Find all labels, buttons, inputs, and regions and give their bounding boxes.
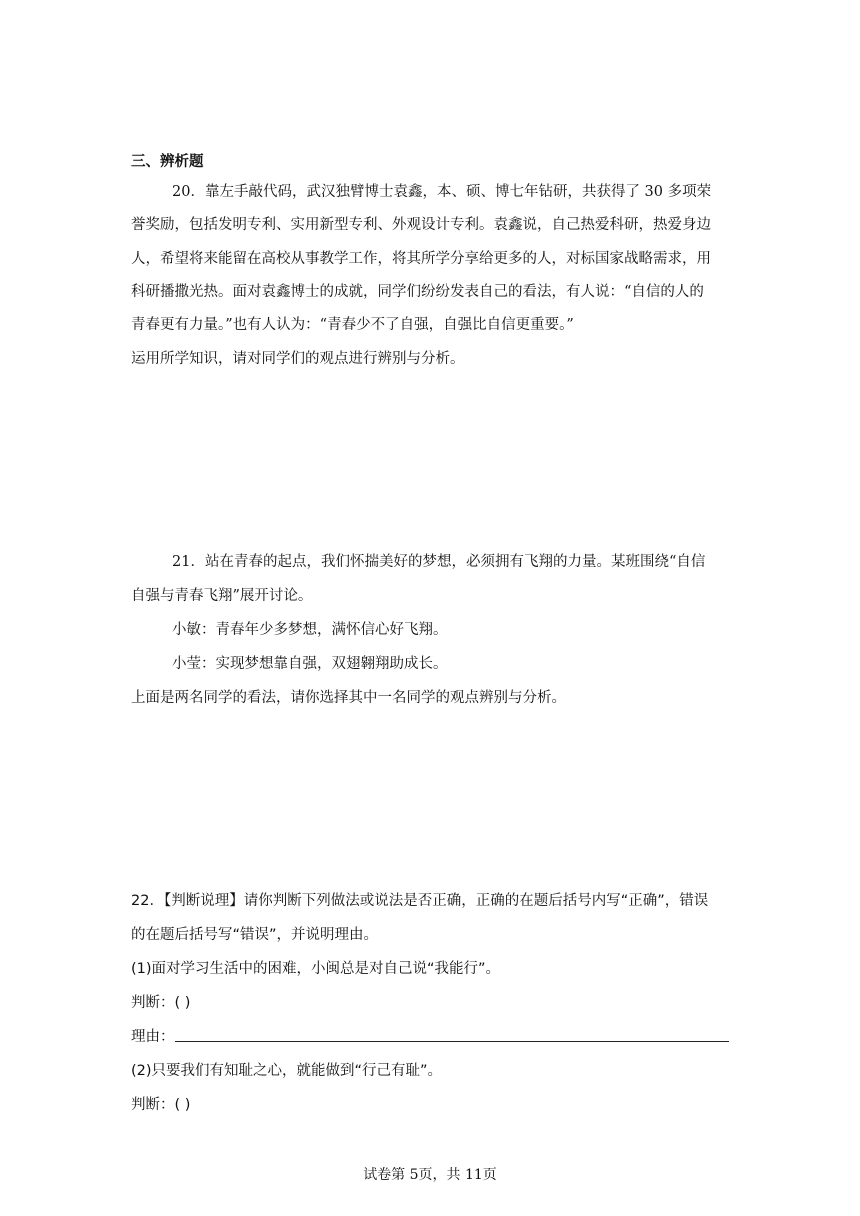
q22-item-2: (2)只要我们有知耻之心，就能做到“行己有耻”。 (131, 1063, 443, 1079)
reason-answer-line (175, 1041, 729, 1042)
q22-item-1: (1)面对学习生活中的困难，小闽总是对自己说“我能行”。 (131, 961, 501, 977)
q20-line-1: 20．靠左手敲代码，武汉独臂博士袁鑫，本、硕、博七年钻研，共获得了 30 多项荣 (172, 184, 712, 200)
q22-judge-1: 判断：( ) (131, 995, 191, 1011)
q20-line-4: 科研播撒光热。面对袁鑫博士的成就，同学们纷纷发表自己的看法，有人说：“自信的人的 (131, 284, 704, 300)
q20-line-5: 青春更有力量。”也有人认为：“青春少不了自强，自强比自信更重要。” (131, 317, 574, 333)
q21-line-2: 自强与青春飞翔”展开讨论。 (131, 588, 313, 604)
q21-instruction: 上面是两名同学的看法，请你选择其中一名同学的观点辨别与分析。 (131, 690, 566, 706)
page-footer: 试卷第 5页，共 11页 (363, 1167, 497, 1183)
q20-line-2: 誉奖励，包括发明专利、实用新型专利、外观设计专利。袁鑫说，自己热爱科研，热爱身边 (131, 217, 711, 233)
q21-xiaoying: 小莹：实现梦想靠自强，双翅翱翔助成长。 (172, 656, 448, 672)
q20-line-3: 人，希望将来能留在高校从事教学工作，将其所学分享给更多的人，对标国家战略需求，用 (131, 251, 711, 267)
q22-line-2: 的在题后括号写“错误”，并说明理由。 (131, 927, 379, 943)
q20-instruction: 运用所学知识，请对同学们的观点进行辨别与分析。 (131, 351, 465, 367)
q22-reason-1: 理由： (131, 1029, 175, 1045)
q22-judge-2: 判断：( ) (131, 1097, 191, 1113)
section-heading: 三、辨析题 (131, 154, 204, 170)
q21-xiaomin: 小敏：青春年少多梦想，满怀信心好飞翔。 (172, 622, 448, 638)
q22-line-1: 22．【判断说理】请你判断下列做法或说法是否正确，正确的在题后括号内写“正确”，错误 (131, 893, 709, 909)
q21-line-1: 21．站在青春的起点，我们怀揣美好的梦想，必须拥有飞翔的力量。某班围绕“自信 (172, 554, 706, 570)
